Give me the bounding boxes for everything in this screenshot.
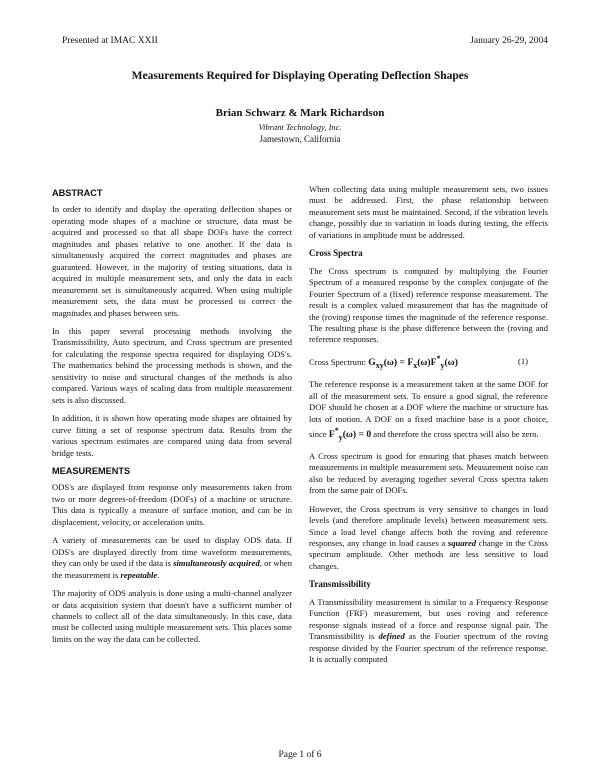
measurements-paragraph-3: The majority of ODS analysis is done using a multi-channel analyzer or data acquisition system that doesn't have a sufficient number of channels to collect all of the data simultaneously. In this case, data must be collected using multiple measurement sets. This places some limits on the way the data can be collected.	[52, 588, 292, 644]
meas-p2-text-e: .	[157, 569, 160, 580]
cross-spectra-heading: Cross Spectra	[309, 248, 363, 259]
running-header-left: Presented at IMAC XXII	[62, 36, 158, 46]
right-column	[309, 184, 548, 673]
abstract-paragraph-2: In this paper several processing methods involving the Transmissibility, Auto spectrum, and Cross spectrum are presented for calculating the response spectra required for displaying ODS's. The mathematics behind the processing methods is shown, and the sensitivity to noise and structural changes of the methods is also compared. Various ways of scaling data from multiple measurement sets is also discussed.	[52, 325, 292, 405]
running-header-right: January 26-29, 2004	[470, 36, 548, 46]
measurements-heading: MEASUREMENTS	[52, 465, 131, 476]
equation-1	[309, 353, 548, 372]
author-location: Jamestown, California	[259, 134, 341, 144]
abstract-heading: ABSTRACT	[52, 188, 103, 198]
inline-math-zero: $F^*_y(\omega) = 0$	[328, 426, 372, 443]
cross-spectra-paragraph-2: The reference response is a measurement taken at the same DOF for all of the measurement sets. To ensure a good signal, the reference DOF should be chosen at a DOF where the machine or structure has lots of motion. A DOF on a fixed machine base is a poor choice, since $F^*_y(\omega) = 0$ and therefore the cross spectra will also be zero.	[309, 379, 548, 443]
meas-p2-emphasis-repeatable: repeatable	[120, 569, 158, 580]
paper-authors: Brian Schwarz & Mark Richardson	[215, 107, 385, 119]
meas-p2-text-c: , or when the measurement is	[52, 558, 293, 580]
transmissibility-paragraph-1: A Transmissibility measurement is similar to a Frequency Response Function (FRF) measurement, but uses roving and reference response signals instead of a force and response signal pair. The Transmissibility is defined as the Fourier spectrum of the roving response divided by the Fourier spectrum of the reference response. It is actually computed	[309, 596, 549, 665]
emphasis-defined: defined	[378, 631, 405, 642]
author-affiliation: Vibrant Technology, Inc.	[258, 122, 342, 132]
multiple-sets-paragraph: When collecting data using multiple measurement sets, two issues must be addressed. First, the phase relationship between measurement sets must be maintained. Second, if the vibration levels change, possibly due to variation in loads during testing, the effects of variations in amplitude must be addressed.	[309, 184, 548, 240]
measurements-paragraph-1: ODS's are displayed from response only measurements taken from two or more degrees-of-freedom (DOFs) of a machine or structure. This data is typically a measure of surface motion, and can be in displacement, velocity, or acceleration units.	[52, 482, 292, 527]
equation-number: (1)	[517, 356, 528, 367]
transmissibility-heading: Transmissibility	[309, 579, 371, 590]
cross-spectra-paragraph-3: A Cross spectrum is good for ensuring that phases match between measurements in multiple measurement sets. Measurement noise can also be reduced by averaging together several Cross spectra taken from the same pair of DOFs.	[309, 450, 548, 496]
cross-spectra-paragraph-4: However, the Cross spectrum is very sensitive to changes in load levels (and therefore amplitude levels) between measurement sets. Since a load level change affects both the roving and reference responses, any change in load causes a squared change in the Cross spectrum amplitude. Other methods are less sensitive to load changes.	[309, 503, 548, 571]
equation-expression: $G_{xy}(\omega) = F_x(\omega)F^*_y(\omega)$	[368, 353, 458, 370]
page-number: Page 1 of 6	[278, 750, 322, 760]
abstract-paragraph-1: In order to identify and display the operating deflection shapes or operating mode shapes of a machine or structure, data must be acquired and processed so that all shape DOFs have the correct magnitudes and phases relative to one another. If the data is simultaneously acquired the correct magnitudes and phases are guaranteed. However, in the majority of testing situations, data is acquired in multiple measurement sets, and only the data in each measurement set is simultaneously acquired. When using multiple measurement sets, the data must be processed to correct the magnitudes and phases between sets.	[52, 204, 292, 318]
measurements-paragraph-2	[52, 535, 292, 581]
meas-p2-text-a: A variety of measurements can be used to display ODS data. If ODS's are displayed directly from time waveform measurements, they can only be used if the data is	[52, 535, 292, 569]
abstract-paragraph-3: In addition, it is shown how operating mode shapes are obtained by curve fitting a set of response spectrum data. Results from the various spectrum estimates are compared using data from several bridge tests.	[52, 413, 292, 458]
emphasis-squared: squared	[447, 537, 477, 548]
meas-p2-emphasis-simultaneous: simultaneously acquired	[173, 558, 260, 569]
left-column	[52, 186, 292, 652]
paper-title: Measurements Required for Displaying Operating Deflection Shapes	[131, 70, 469, 82]
equation-label: Cross Spectrum:	[309, 357, 367, 368]
cross-spectra-paragraph-1: The Cross spectrum is computed by multiplying the Fourier Spectrum of a measured response by the complex conjugate of the Fourier Spectrum of a (fixed) reference response measurement. The result is a complex valued measurement that has the magnitude of the (roving) response times the magnitude of the reference response. The resulting phase is the phase difference between the (roving and reference responses.	[309, 265, 548, 345]
